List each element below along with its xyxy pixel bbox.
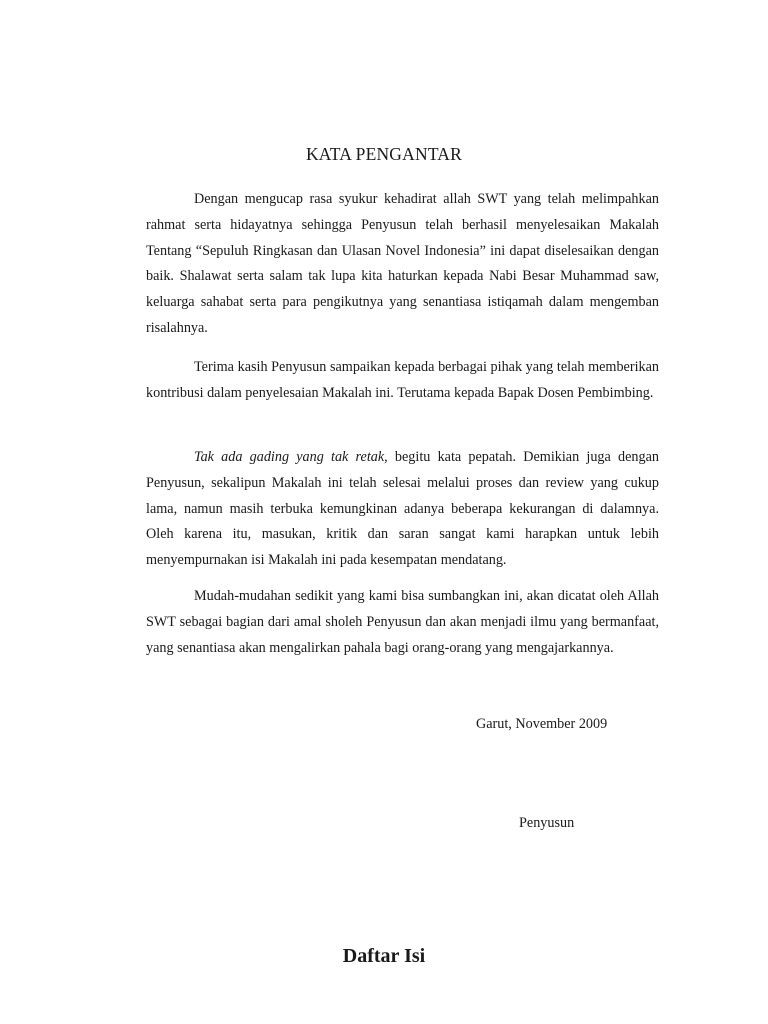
paragraph-opening	[146, 187, 659, 342]
paragraph-proverb	[146, 445, 659, 574]
paragraph-text: , begitu kata pepatah. Demikian juga dengan Penyusun, sekalipun Makalah ini telah selesai melalui proses dan review yang cukup lama, namun masih terbuka kemungkinan adanya beberapa kekurangan di dalamnya. Oleh karena itu, masukan, kritik dan saran sangat kami harapkan untuk lebih menyempurnakan isi Makalah ini pada kesempatan mendatang.	[146, 449, 659, 569]
proverb-italic: Tak ada gading yang tak retak	[194, 449, 385, 465]
paragraph-text: Terima kasih Penyusun sampaikan kepada berbagai pihak yang telah memberikan kontribusi dalam penyelesaian Makalah ini. Terutama kepada Bapak Dosen Pembimbing.	[146, 359, 659, 401]
author-signature-name: Penyusun	[519, 815, 575, 831]
place-date: Garut, November 2009	[476, 716, 608, 732]
paragraph-text: Dengan mengucap rasa syukur kehadirat allah SWT yang telah melimpahkan rahmat serta hidayatnya sehingga Penyusun telah berhasil menyelesaikan Makalah Tentang “Sepuluh Ringkasan dan Ulasan Novel Indonesia” ini dapat diselesaikan dengan baik. Shalawat serta salam tak lupa kita haturkan kepada Nabi Besar Muhammad saw, keluarga sahabat serta para pengikutnya yang senantiasa istiqamah dalam mengemban risalahnya.	[146, 191, 659, 336]
page-title: KATA PENGANTAR	[305, 144, 463, 164]
paragraph-thanks	[146, 355, 659, 407]
paragraph-text: Mudah-mudahan sedikit yang kami bisa sumbangkan ini, akan dicatat oleh Allah SWT sebagai bagian dari amal sholeh Penyusun dan akan menjadi ilmu yang bermanfaat, yang senantiasa akan mengalirkan pahala bagi orang-orang yang mengajarkannya.	[146, 588, 659, 656]
table-of-contents-heading: Daftar Isi	[342, 945, 426, 967]
paragraph-closing	[146, 584, 659, 661]
